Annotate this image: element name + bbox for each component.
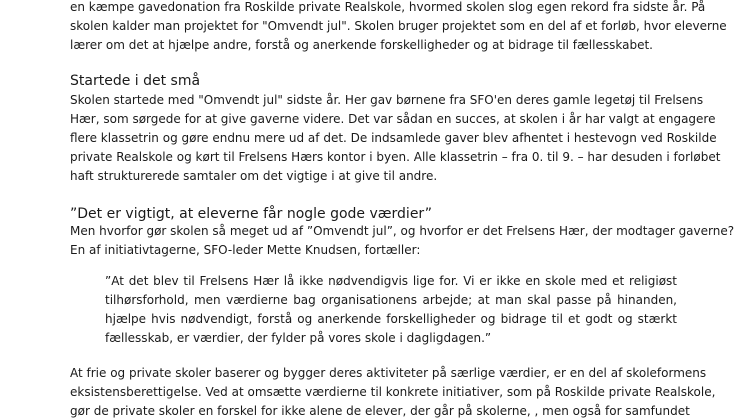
section1-line: private Realskole og kørt til Frelsens Hærs kontor i byen. Alle klassetrin – fra 0. til 9. – har desuden i forløbet	[70, 150, 721, 164]
section2-line: En af initiativtagerne, SFO-leder Mette Knudsen, fortæller:	[70, 243, 421, 257]
closing-line: At frie og private skoler baserer og bygger deres aktiviteter på særlige værdier, er en del af skoleformens	[70, 366, 707, 380]
section-heading: Startede i det små	[70, 73, 201, 89]
intro-line: lærer om det at hjælpe andre, forstå og anerkende forskelligheder og at bidrage til fællesskabet.	[70, 38, 653, 52]
section-heading: ”Det er vigtigt, at eleverne får nogle gode værdier”	[70, 206, 433, 222]
quote-line: ”At det blev til Frelsens Hær lå ikke nødvendigvis lige for. Vi er ikke en skole med et religiøst	[105, 274, 677, 288]
closing-paragraph	[70, 364, 716, 419]
intro-line: skolen kalder man projektet for "Omvendt jul". Skolen bruger projektet som en del af et forløb, hvor eleverne	[70, 19, 727, 33]
section1-line: flere klassetrin og gøre endnu mere ud af det. De indsamlede gaver blev afhentet i hestevogn ved Roskilde	[70, 131, 717, 145]
quote-line: hjælpe hvis nødvendigt, forstå og anerkende forskelligheder og bidrage til et godt og stærkt	[105, 312, 677, 326]
section2-paragraph	[70, 222, 735, 260]
closing-line: eksistensberettigelse. Ved at omsætte værdierne til konkrete initiativer, som på Roskilde private Realskole,	[70, 385, 716, 399]
section1-paragraph	[70, 91, 721, 186]
section1-line: Hær, som sørgede for at give gaverne videre. Det var sådan en succes, at skolen i år har valgt at engagere	[70, 112, 716, 126]
quote-line: fællesskab, er værdier, der fylder på vores skole i dagligdagen.”	[105, 331, 492, 345]
section1-line: Skolen startede med "Omvendt jul" sidste år. Her gav børnene fra SFO'en deres gamle legetøj til Frelsens	[70, 93, 704, 107]
section1-line: haft strukturerede samtaler om det vigtige i at give til andre.	[70, 169, 438, 183]
quote-block	[105, 272, 677, 348]
closing-line: gør de private skoler en forskel for ikke alene de elever, der går på skolerne, , men også for samfundet	[70, 404, 690, 418]
intro-paragraph	[70, 0, 727, 55]
quote-line: tilhørsforhold, men værdierne bag organisationens arbejde; at man skal passe på hinanden,	[105, 293, 677, 307]
section2-line: Men hvorfor gør skolen så meget ud af ”Omvendt jul”, og hvorfor er det Frelsens Hær, der modtager gaverne?	[70, 224, 735, 238]
intro-line: en kæmpe gavedonation fra Roskilde private Realskole, hvormed skolen slog egen rekord fra sidste år. På	[70, 0, 706, 14]
